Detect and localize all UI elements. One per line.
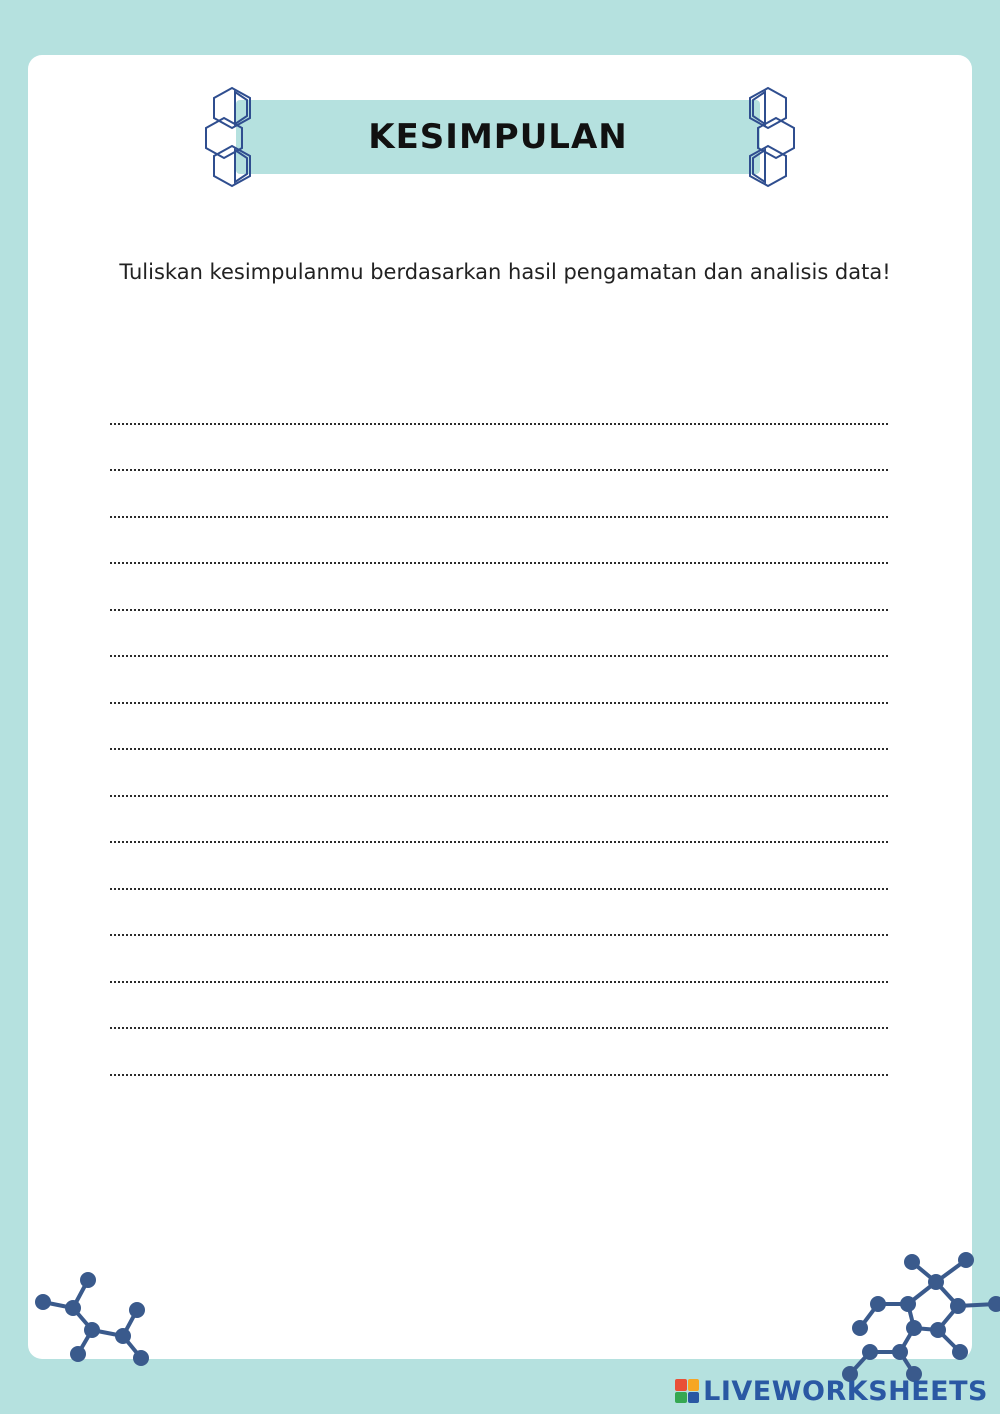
- answer-line[interactable]: [110, 750, 888, 797]
- answer-line[interactable]: [110, 425, 888, 472]
- answer-lines: [110, 378, 888, 1076]
- molecule-icon: [30, 1268, 160, 1378]
- page-title: KESIMPULAN: [368, 117, 628, 157]
- answer-line[interactable]: [110, 936, 888, 983]
- phenanthrene-icon: [198, 82, 266, 192]
- answer-line[interactable]: [110, 611, 888, 658]
- answer-line[interactable]: [110, 471, 888, 518]
- answer-line[interactable]: [110, 518, 888, 565]
- answer-line[interactable]: [110, 983, 888, 1030]
- answer-line[interactable]: [110, 704, 888, 751]
- answer-line[interactable]: [110, 843, 888, 890]
- answer-line[interactable]: [110, 657, 888, 704]
- liveworksheets-logo[interactable]: [675, 1374, 988, 1408]
- answer-line[interactable]: [110, 890, 888, 937]
- molecule-icon: [812, 1248, 1000, 1388]
- phenanthrene-icon: [734, 82, 802, 192]
- logo-text: LIVEWORKSHEETS: [703, 1375, 988, 1407]
- liveworksheets-logo-icon: [675, 1379, 699, 1403]
- instruction-text: Tuliskan kesimpulanmu berdasarkan hasil pengamatan dan analisis data!: [119, 260, 891, 284]
- answer-line[interactable]: [110, 797, 888, 844]
- answer-line[interactable]: [110, 378, 888, 425]
- answer-line[interactable]: [110, 564, 888, 611]
- answer-line[interactable]: [110, 1029, 888, 1076]
